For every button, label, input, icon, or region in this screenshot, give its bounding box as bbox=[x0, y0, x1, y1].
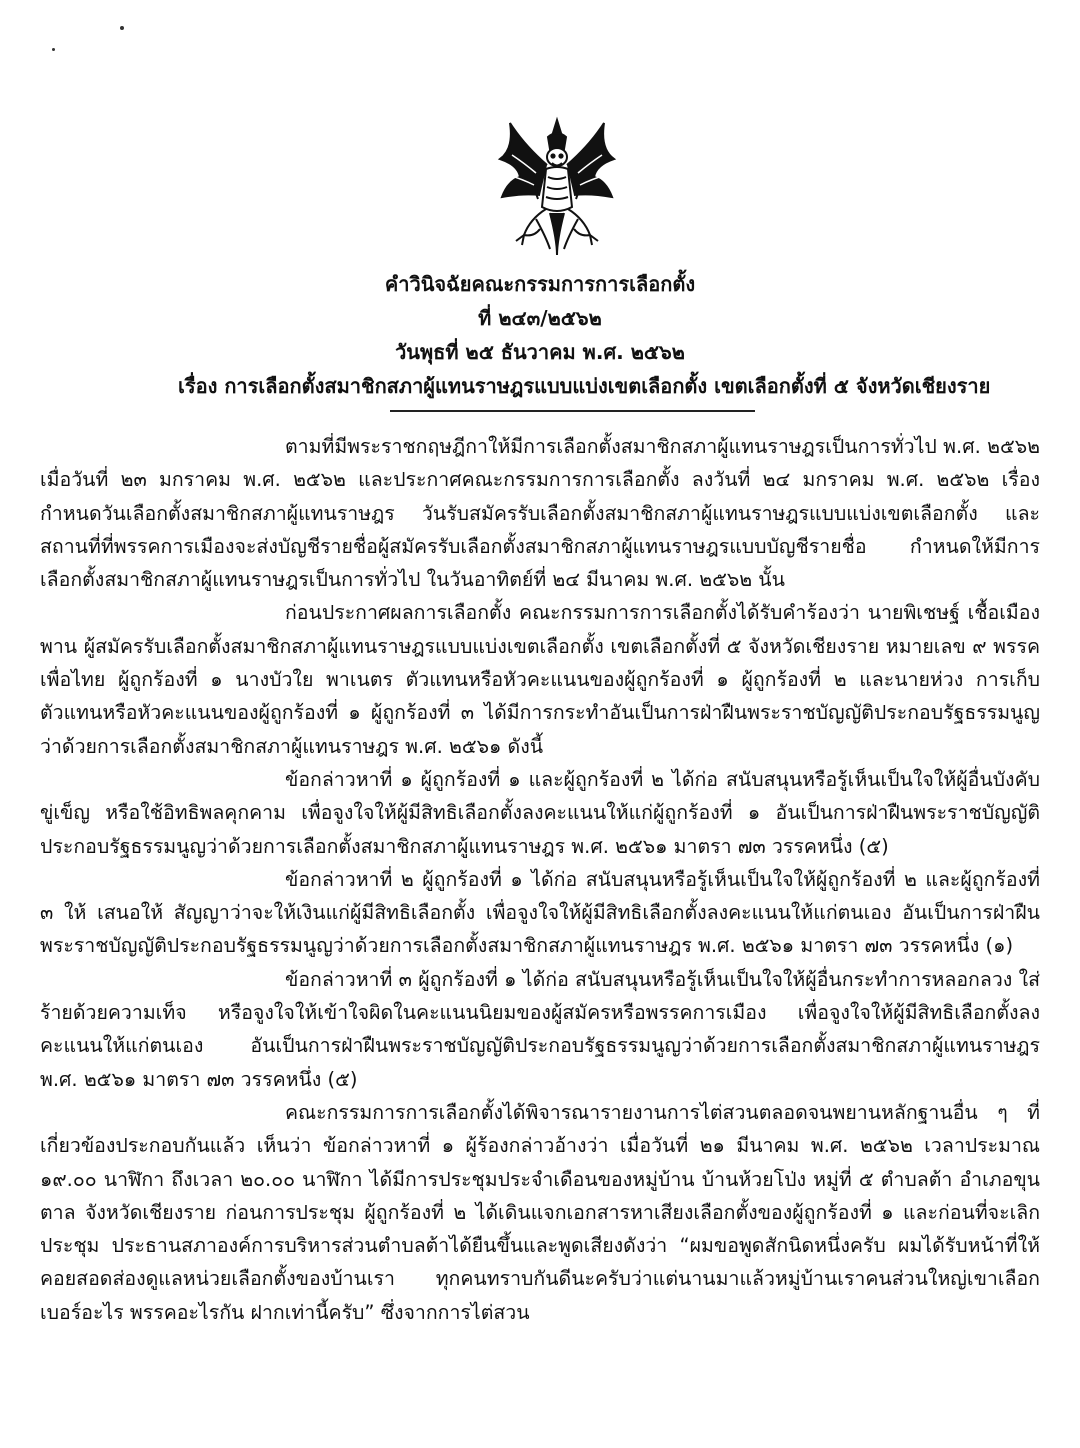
scan-speck bbox=[120, 26, 124, 30]
paragraph: ตามที่มีพระราชกฤษฎีกาให้มีการเลือกตั้งสมาชิกสภาผู้แทนราษฎรเป็นการทั่วไป พ.ศ. ๒๕๖๒ เมื่อวันที่ ๒๓ มกราคม พ.ศ. ๒๕๖๒ และประกาศคณะกรรมการการเลือกตั้ง ลงวันที่ ๒๔ มกราคม พ.ศ. ๒๕๖๒ เรื่อง กำหนดวันเลือกตั้งสมาชิกสภาผู้แทนราษฎร วันรับสมัครรับเลือกตั้งสมาชิกสภาผู้แทนราษฎรแบบแบ่งเขตเลือกตั้ง และสถานที่ที่พรรคการเมืองจะส่งบัญชีรายชื่อผู้สมัครรับเลือกตั้งสมาชิกสภาผู้แทนราษฎรแบบบัญชีรายชื่อ กำหนดให้มีการเลือกตั้งสมาชิกสภาผู้แทนราษฎรเป็นการทั่วไป ในวันอาทิตย์ที่ ๒๔ มีนาคม พ.ศ. ๒๕๖๒ นั้น bbox=[40, 435, 1040, 592]
garuda-emblem-icon bbox=[490, 115, 625, 260]
page-title: คำวินิจฉัยคณะกรรมการการเลือกตั้ง bbox=[384, 272, 696, 296]
paragraph: คณะกรรมการการเลือกตั้งได้พิจารณารายงานการไต่สวนตลอดจนพยานหลักฐานอื่น ๆ ที่เกี่ยวข้องประกอบกันแล้ว เห็นว่า ข้อกล่าวหาที่ ๑ ผู้ร้องกล่าวอ้างว่า เมื่อวันที่ ๒๑ มีนาคม พ.ศ. ๒๕๖๒ เวลาประมาณ ๑๙.๐๐ นาฬิกา ถึงเวลา ๒๐.๐๐ นาฬิกา ได้มีการประชุมประจำเดือนของหมู่บ้าน บ้านห้วยโป่ง หมู่ที่ ๕ ตำบลต้า อำเภอขุนตาล จังหวัดเชียงราย ก่อนการประชุม ผู้ถูกร้องที่ ๒ ได้เดินแจกเอกสารหาเสียงเลือกตั้งของผู้ถูกร้องที่ ๑ และก่อนที่จะเลิกประชุม ประธานสภาองค์การบริหารส่วนตำบลต้าได้ยืนขึ้นและพูดเสียงดังว่า “ผมขอพูดสักนิดหนึ่งครับ ผมได้รับหน้าที่ให้คอยสอดส่องดูแลหน่วยเลือกตั้งของบ้านเรา ทุกคนทราบกันดีนะครับว่าแต่นานมาแล้วหมู่บ้านเราคนส่วนใหญ่เขาเลือกเบอร์อะไร พรรคอะไรกัน ฝากเท่านี้ครับ” ซึ่งจากการไต่สวน bbox=[40, 1100, 1040, 1324]
paragraph: ก่อนประกาศผลการเลือกตั้ง คณะกรรมการการเลือกตั้งได้รับคำร้องว่า นายพิเชษฐ์ เชื้อเมืองพาน ผู้สมัครรับเลือกตั้งสมาชิกสภาผู้แทนราษฎรแบบแบ่งเขตเลือกตั้ง เขตเลือกตั้งที่ ๕ จังหวัดเชียงราย หมายเลข ๙ พรรคเพื่อไทย ผู้ถูกร้องที่ ๑ นางบัวใย พาเนตร ตัวแทนหรือหัวคะแนนของผู้ถูกร้องที่ ๑ ผู้ถูกร้องที่ ๒ และนายห่วง การเก็บ ตัวแทนหรือหัวคะแนนของผู้ถูกร้องที่ ๑ ผู้ถูกร้องที่ ๓ ได้มีการกระทำอันเป็นการฝ่าฝืนพระราชบัญญัติประกอบรัฐธรรมนูญว่าด้วยการเลือกตั้งสมาชิกสภาผู้แทนราษฎร พ.ศ. ๒๕๖๑ ดังนี้ bbox=[40, 601, 1040, 758]
subject-line: เรื่อง การเลือกตั้งสมาชิกสภาผู้แทนราษฎรแบบแบ่งเขตเลือกตั้ง เขตเลือกตั้งที่ ๕ จังหวัดเชียงราย bbox=[178, 374, 991, 398]
document-body bbox=[40, 430, 1040, 1329]
decision-number: ที่ ๒๔๓/๒๕๖๒ bbox=[478, 306, 602, 330]
decision-date: วันพุธที่ ๒๕ ธันวาคม พ.ศ. ๒๕๖๒ bbox=[395, 340, 685, 364]
divider bbox=[390, 410, 755, 412]
scan-speck bbox=[52, 48, 55, 51]
paragraph: ข้อกล่าวหาที่ ๒ ผู้ถูกร้องที่ ๑ ได้ก่อ สนับสนุนหรือรู้เห็นเป็นใจให้ผู้ถูกร้องที่ ๒ และผู้ถูกร้องที่ ๓ ให้ เสนอให้ สัญญาว่าจะให้เงินแก่ผู้มีสิทธิเลือกตั้ง เพื่อจูงใจให้ผู้มีสิทธิเลือกตั้งลงคะแนนให้แก่ตนเอง อันเป็นการฝ่าฝืนพระราชบัญญัติประกอบรัฐธรรมนูญว่าด้วยการเลือกตั้งสมาชิกสภาผู้แทนราษฎร พ.ศ. ๒๕๖๑ มาตรา ๗๓ วรรคหนึ่ง (๑) bbox=[40, 867, 1040, 958]
paragraph: ข้อกล่าวหาที่ ๑ ผู้ถูกร้องที่ ๑ และผู้ถูกร้องที่ ๒ ได้ก่อ สนับสนุนหรือรู้เห็นเป็นใจให้ผู้อื่นบังคับ ขู่เข็ญ หรือใช้อิทธิพลคุกคาม เพื่อจูงใจให้ผู้มีสิทธิเลือกตั้งลงคะแนนให้แก่ผู้ถูกร้องที่ ๑ อันเป็นการฝ่าฝืนพระราชบัญญัติประกอบรัฐธรรมนูญว่าด้วยการเลือกตั้งสมาชิกสภาผู้แทนราษฎร พ.ศ. ๒๕๖๑ มาตรา ๗๓ วรรคหนึ่ง (๕) bbox=[40, 767, 1040, 858]
paragraph: ข้อกล่าวหาที่ ๓ ผู้ถูกร้องที่ ๑ ได้ก่อ สนับสนุนหรือรู้เห็นเป็นใจให้ผู้อื่นกระทำการหลอกลวง ใส่ร้ายด้วยความเท็จ หรือจูงใจให้เข้าใจผิดในคะแนนนิยมของผู้สมัครหรือพรรคการเมือง เพื่อจูงใจให้ผู้มีสิทธิเลือกตั้งลงคะแนนให้แก่ตนเอง อันเป็นการฝ่าฝืนพระราชบัญญัติประกอบรัฐธรรมนูญว่าด้วยการเลือกตั้งสมาชิกสภาผู้แทนราษฎร พ.ศ. ๒๕๖๑ มาตรา ๗๓ วรรคหนึ่ง (๕) bbox=[40, 967, 1040, 1091]
